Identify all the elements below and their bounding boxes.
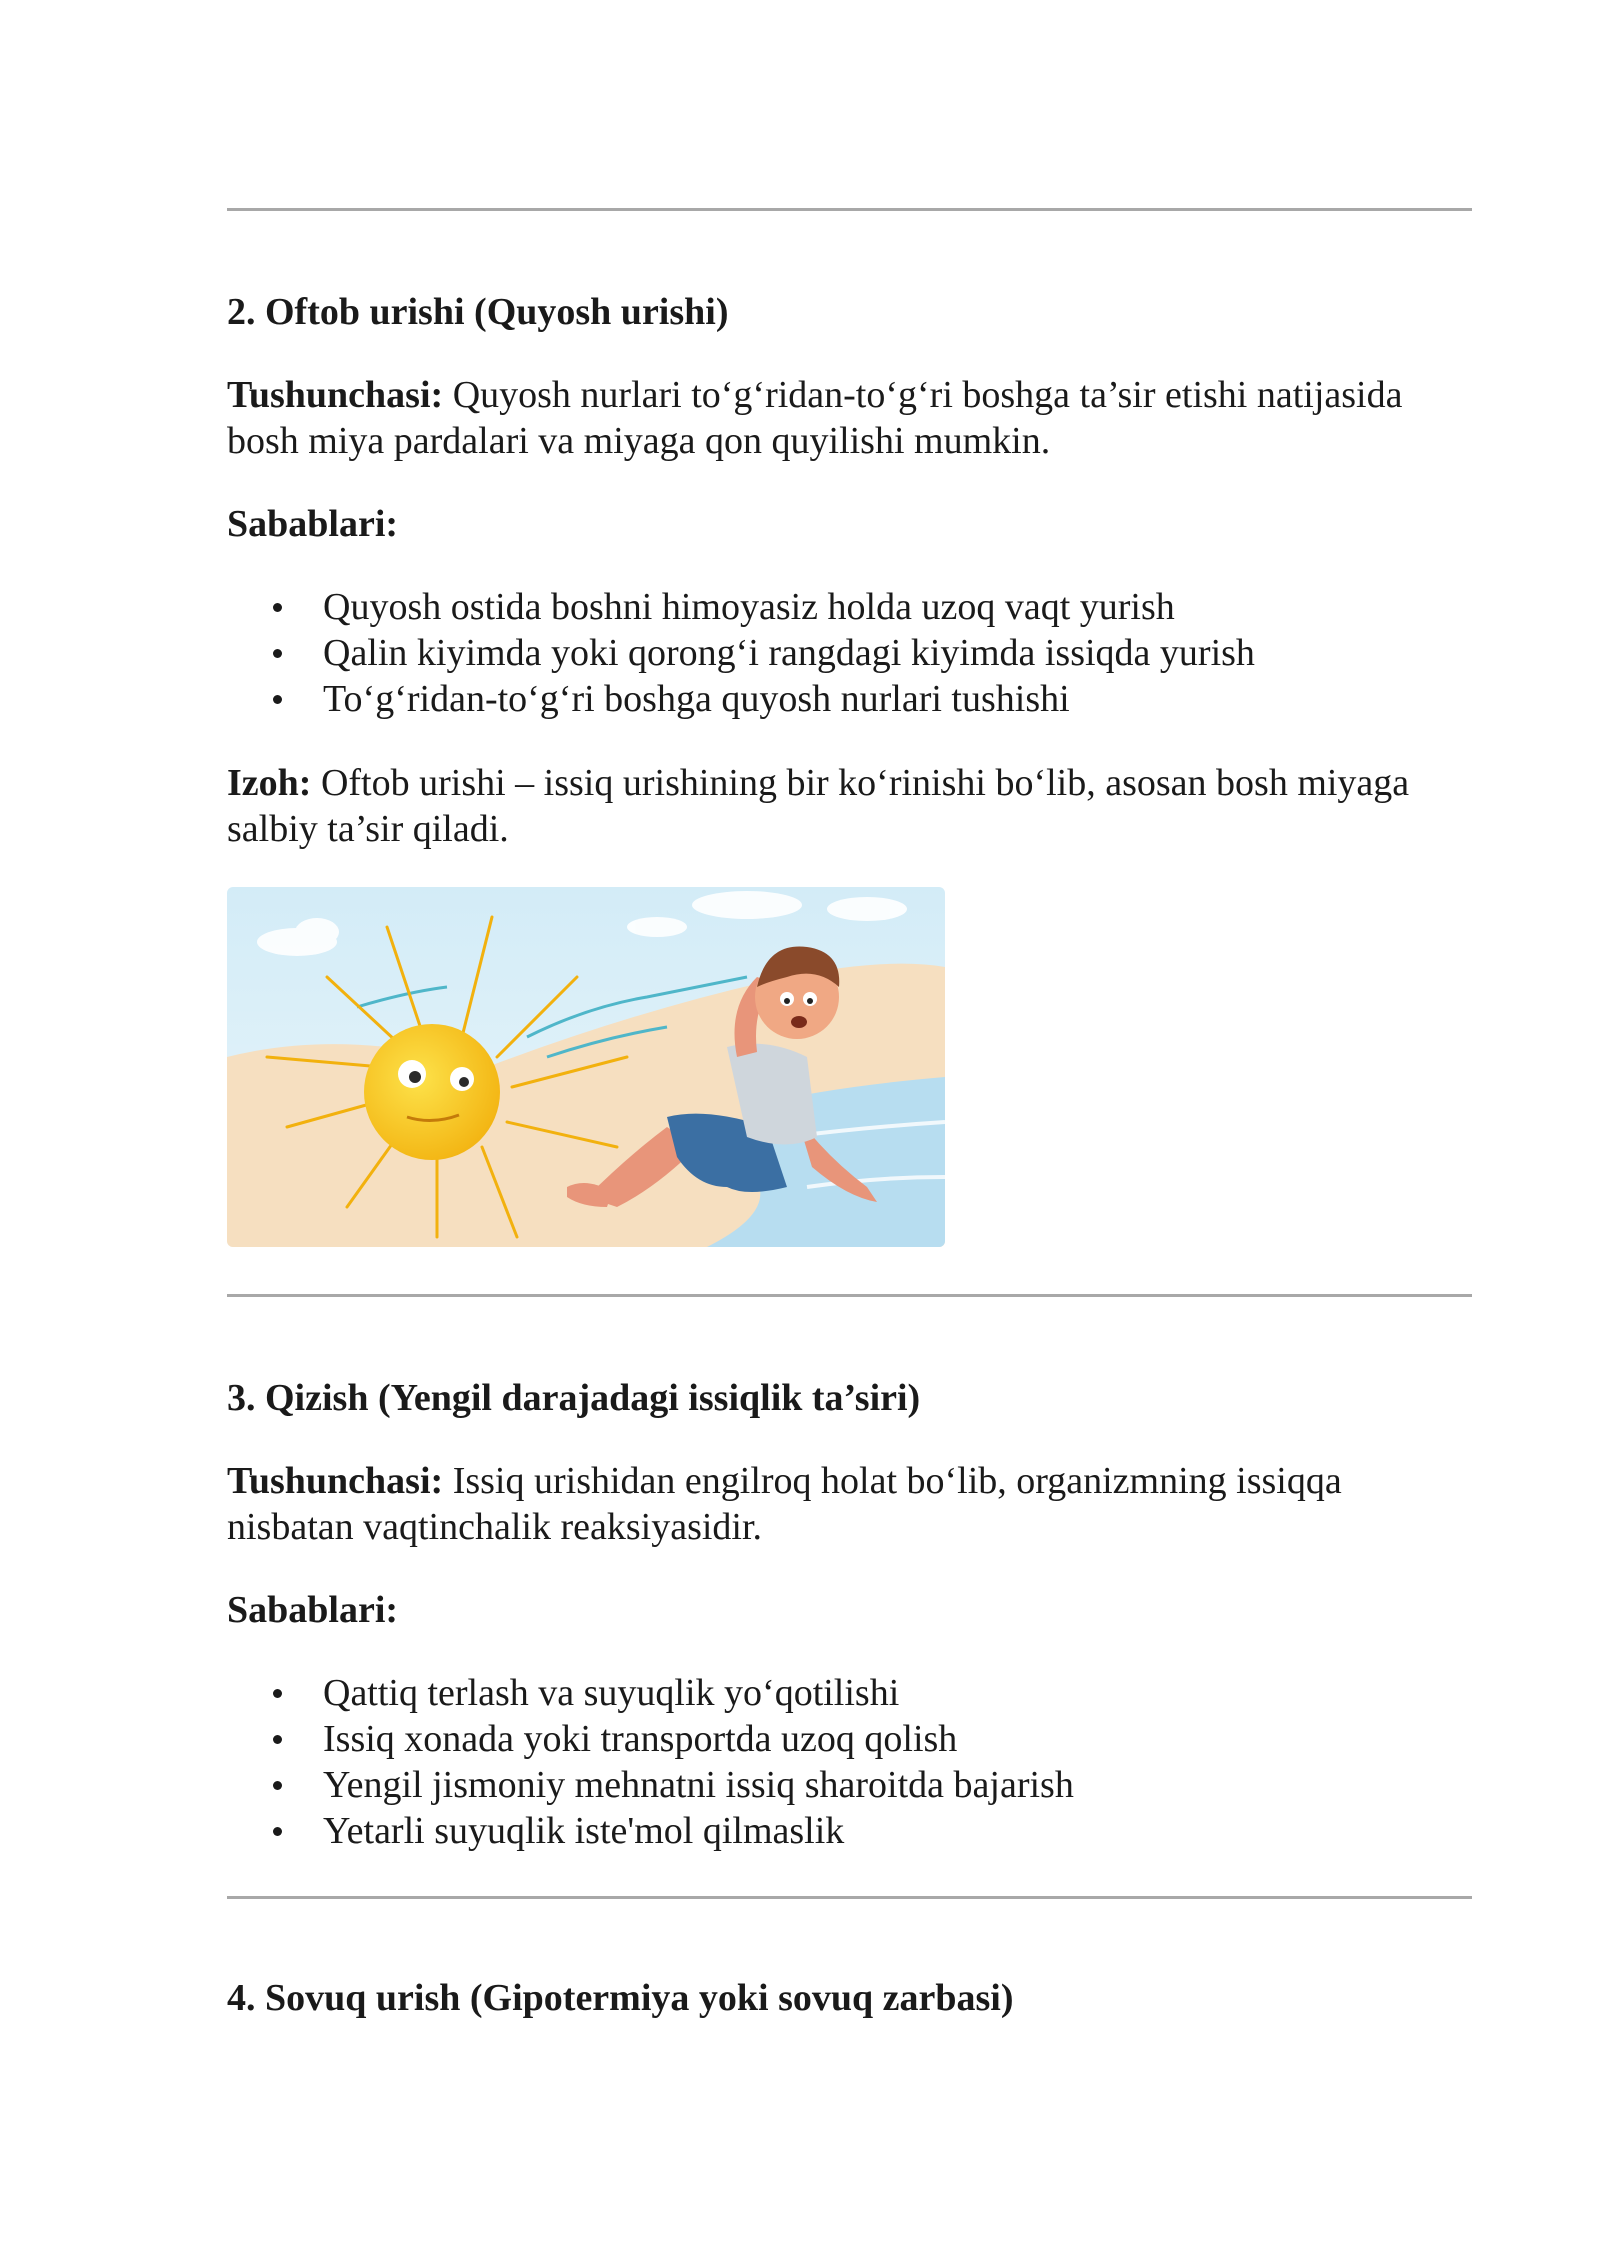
bullet-icon bbox=[273, 649, 282, 658]
section-heading: 3. Qizish (Yengil darajadagi issiqlik ta’siri) bbox=[227, 1377, 921, 1419]
bullet-icon bbox=[273, 1735, 282, 1744]
list-item-text: Issiq xonada yoki transportda uzoq qolish bbox=[323, 1718, 958, 1760]
concept-label: Tushunchasi: bbox=[227, 374, 444, 416]
causes-list bbox=[227, 584, 1255, 722]
section-heading: 2. Oftob urishi (Quyosh urishi) bbox=[227, 291, 729, 333]
list-item-text: Qattiq terlash va suyuqlik yo‘qotilishi bbox=[323, 1672, 900, 1714]
bullet-icon bbox=[273, 603, 282, 612]
list-item-text: Quyosh ostida boshni himoyasiz holda uzoq vaqt yurish bbox=[323, 586, 1175, 628]
list-item bbox=[227, 1808, 1074, 1854]
concept-paragraph bbox=[227, 1458, 1472, 1550]
sunstroke-illustration bbox=[227, 887, 945, 1247]
list-item-text: Yengil jismoniy mehnatni issiq sharoitda bajarish bbox=[323, 1764, 1074, 1806]
causes-label: Sabablari: bbox=[227, 1589, 399, 1631]
list-item bbox=[227, 584, 1255, 630]
divider bbox=[227, 208, 1472, 211]
note-paragraph bbox=[227, 760, 1472, 852]
section-heading: 4. Sovuq urish (Gipotermiya yoki sovuq zarbasi) bbox=[227, 1977, 1014, 2019]
bullet-icon bbox=[273, 1827, 282, 1836]
list-item bbox=[227, 1716, 1074, 1762]
concept-paragraph bbox=[227, 372, 1472, 464]
list-item bbox=[227, 1670, 1074, 1716]
causes-label: Sabablari: bbox=[227, 503, 399, 545]
divider bbox=[227, 1294, 1472, 1297]
bullet-icon bbox=[273, 695, 282, 704]
divider bbox=[227, 1896, 1472, 1899]
note-text: Oftob urishi – issiq urishining bir ko‘rinishi bo‘lib, asosan bosh miyaga salbiy ta’sir qiladi. bbox=[227, 762, 1410, 850]
list-item bbox=[227, 676, 1255, 722]
concept-text: Issiq urishidan engilroq holat bo‘lib, organizmning issiqqa nisbatan vaqtinchalik reaksiyasidir. bbox=[227, 1460, 1342, 1548]
list-item-text: Qalin kiyimda yoki qorong‘i rangdagi kiyimda issiqda yurish bbox=[323, 632, 1255, 674]
sun-icon bbox=[364, 1024, 500, 1160]
list-item-text: Yetarli suyuqlik iste'mol qilmaslik bbox=[323, 1810, 845, 1852]
concept-label: Tushunchasi: bbox=[227, 1460, 444, 1502]
list-item bbox=[227, 630, 1255, 676]
bullet-icon bbox=[273, 1781, 282, 1790]
causes-list bbox=[227, 1670, 1074, 1854]
list-item bbox=[227, 1762, 1074, 1808]
bullet-icon bbox=[273, 1689, 282, 1698]
list-item-text: To‘g‘ridan-to‘g‘ri boshga quyosh nurlari tushishi bbox=[323, 678, 1070, 720]
note-label: Izoh: bbox=[227, 762, 312, 804]
concept-text: Quyosh nurlari to‘g‘ridan-to‘g‘ri boshga ta’sir etishi natijasida bosh miya pardalari va miyaga qon quyilishi mumkin. bbox=[227, 374, 1403, 462]
